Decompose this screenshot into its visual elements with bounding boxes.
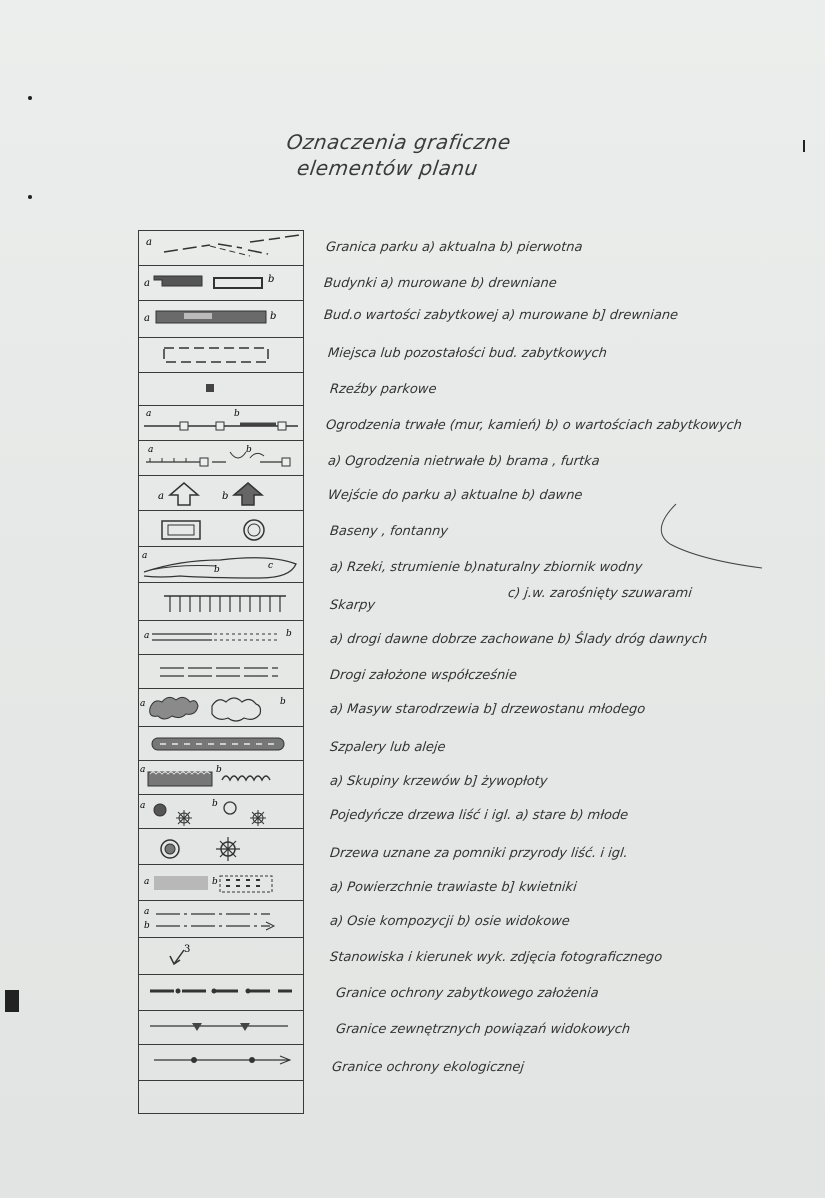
legend-row-divider <box>138 337 304 338</box>
legend-label-eco-border: Granice ochrony ekologicznej <box>331 1060 525 1075</box>
legend-row-divider <box>138 937 304 938</box>
symbol-letter-b: b <box>270 311 277 322</box>
scan-speck <box>5 990 19 1012</box>
symbol-fence-permanent <box>140 406 302 438</box>
legend-label-monument-trees: Drzewa uznane za pomniki przyrody liść. i igl. <box>329 846 629 861</box>
symbol-heritage-buildings <box>140 303 302 333</box>
legend-label-view-border: Granice zewnętrznych powiązań widokowych <box>335 1022 631 1037</box>
symbol-letter-b: b <box>286 629 292 639</box>
legend-label-photo: Stanowiska i kierunek wyk. zdjęcia fotograficznego <box>329 950 663 965</box>
symbol-letter-a: a <box>144 313 150 324</box>
legend-row-divider <box>138 760 304 761</box>
symbol-tree-mass <box>140 690 302 724</box>
symbol-photo-number: 3 <box>184 944 191 955</box>
legend-row-divider <box>138 726 304 727</box>
symbol-letter-b: b <box>222 491 229 502</box>
legend-label-single-trees: Pojedyńcze drzewa liść i igl. a) stare b) młode <box>329 808 629 823</box>
symbol-new-roads <box>140 656 302 688</box>
legend-row-divider <box>138 582 304 583</box>
legend-row-divider <box>138 794 304 795</box>
symbol-rivers <box>140 548 302 582</box>
legend-row-divider <box>138 440 304 441</box>
symbol-letter-a: a <box>144 278 150 289</box>
symbol-slopes <box>140 586 302 620</box>
legend-row-divider <box>138 900 304 901</box>
legend-row-divider <box>138 546 304 547</box>
symbol-letter-a: a <box>142 551 148 561</box>
legend-label-entrance: Wejście do parku a) aktualne b) dawne <box>327 488 584 503</box>
symbol-buildings <box>140 268 302 298</box>
symbol-sculpture <box>140 374 302 404</box>
symbol-letter-b: b <box>234 409 240 419</box>
legend-label-new-roads: Drogi założone współcześnie <box>329 668 518 683</box>
symbol-eco-border <box>140 1046 302 1076</box>
title-line-2: elementów planu <box>295 156 480 180</box>
symbol-letter-a: a <box>146 237 152 248</box>
symbol-single-trees <box>140 796 302 828</box>
legend-label-sculpture: Rzeźby parkowe <box>329 382 438 397</box>
title-line-1: Oznaczenia graficzne <box>285 130 513 154</box>
scan-speck <box>28 96 32 100</box>
symbol-letter-b: b <box>216 765 222 775</box>
scan-speck <box>28 195 32 199</box>
symbol-letter-b: b <box>214 565 220 575</box>
legend-label-remains: Miejsca lub pozostałości bud. zabytkowych <box>327 346 608 361</box>
symbol-pools <box>140 513 302 545</box>
symbol-heritage-border <box>140 976 302 1006</box>
symbol-letter-a: a <box>140 765 146 775</box>
symbol-letter-b: b <box>212 799 218 809</box>
legend-label-fence-temporary: a) Ogrodzenia nietrwałe b) brama , furtka <box>327 454 601 469</box>
symbol-fence-temporary <box>140 442 302 472</box>
symbol-alleys <box>140 728 302 760</box>
legend-row-divider <box>138 475 304 476</box>
legend-label-buildings: Budynki a) murowane b) drewniane <box>323 276 558 291</box>
symbol-monument-trees <box>140 832 302 866</box>
legend-label-shrubs: a) Skupiny krzewów b] żywopłoty <box>329 774 549 789</box>
legend-row-divider <box>138 1080 304 1081</box>
symbol-letter-b: b <box>144 921 150 931</box>
legend-label-heritage-buildings: Bud.o wartości zabytkowej a) murowane b] drewniane <box>323 308 679 323</box>
legend-row-divider <box>138 1010 304 1011</box>
legend-row-divider <box>138 372 304 373</box>
legend-row-divider <box>138 300 304 301</box>
symbol-letter-a: a <box>158 491 164 502</box>
symbol-remains <box>140 340 302 370</box>
symbol-entrance <box>140 477 302 511</box>
pencil-annotation <box>640 500 770 580</box>
legend-label-slopes: Skarpy <box>329 598 376 613</box>
legend-row-divider <box>138 265 304 266</box>
legend-label-boundary: Granica parku a) aktualna b) pierwotna <box>325 240 584 255</box>
symbol-letter-a: a <box>144 907 150 917</box>
symbol-old-roads <box>140 622 302 654</box>
symbol-letter-b: b <box>246 445 252 455</box>
symbol-view-border <box>140 1012 302 1042</box>
legend-label-old-roads: a) drogi dawne dobrze zachowane b) Ślady dróg dawnych <box>329 632 709 647</box>
legend-label-rivers: a) Rzeki, strumienie b)naturalny zbiornik wodny <box>329 560 644 575</box>
legend-row-divider <box>138 654 304 655</box>
symbol-letter-a: a <box>140 699 146 709</box>
legend-row-divider <box>138 688 304 689</box>
legend-row-divider <box>138 1044 304 1045</box>
symbol-letter-b: b <box>280 697 286 707</box>
symbol-letter-a: a <box>140 801 146 811</box>
legend-label-alleys: Szpalery lub aleje <box>329 740 447 755</box>
legend-row-divider <box>138 974 304 975</box>
symbol-shrubs <box>140 762 302 794</box>
symbol-letter-a: a <box>144 631 150 641</box>
legend-label-slopes-extra: c) j.w. zarośnięty szuwarami <box>507 586 693 601</box>
symbol-letter-a: a <box>144 877 150 887</box>
legend-label-fence-permanent: Ogrodzenia trwałe (mur, kamień) b) o wartościach zabytkowych <box>325 418 743 433</box>
symbol-letter-a: a <box>148 445 154 455</box>
symbol-axes <box>140 904 302 934</box>
symbol-photo <box>140 940 302 974</box>
symbol-letter-a: a <box>146 409 152 419</box>
symbol-letter-b: b <box>268 274 275 285</box>
symbol-letter-c: c <box>268 561 274 571</box>
legend-label-pools: Baseny , fontanny <box>329 524 449 539</box>
legend-label-axes: a) Osie kompozycji b) osie widokowe <box>329 914 571 929</box>
symbol-boundary <box>140 232 302 264</box>
legend-row-divider <box>138 828 304 829</box>
page-title <box>281 130 608 180</box>
legend-label-lawns: a) Powierzchnie trawiaste b] kwietniki <box>329 880 578 895</box>
scan-speck <box>803 140 805 152</box>
legend-row-divider <box>138 620 304 621</box>
legend-label-heritage-border: Granice ochrony zabytkowego założenia <box>335 986 600 1001</box>
symbol-letter-b: b <box>212 877 218 887</box>
symbol-lawns <box>140 866 302 900</box>
legend-label-tree-mass: a) Masyw starodrzewia b] drzewostanu młodego <box>329 702 646 717</box>
